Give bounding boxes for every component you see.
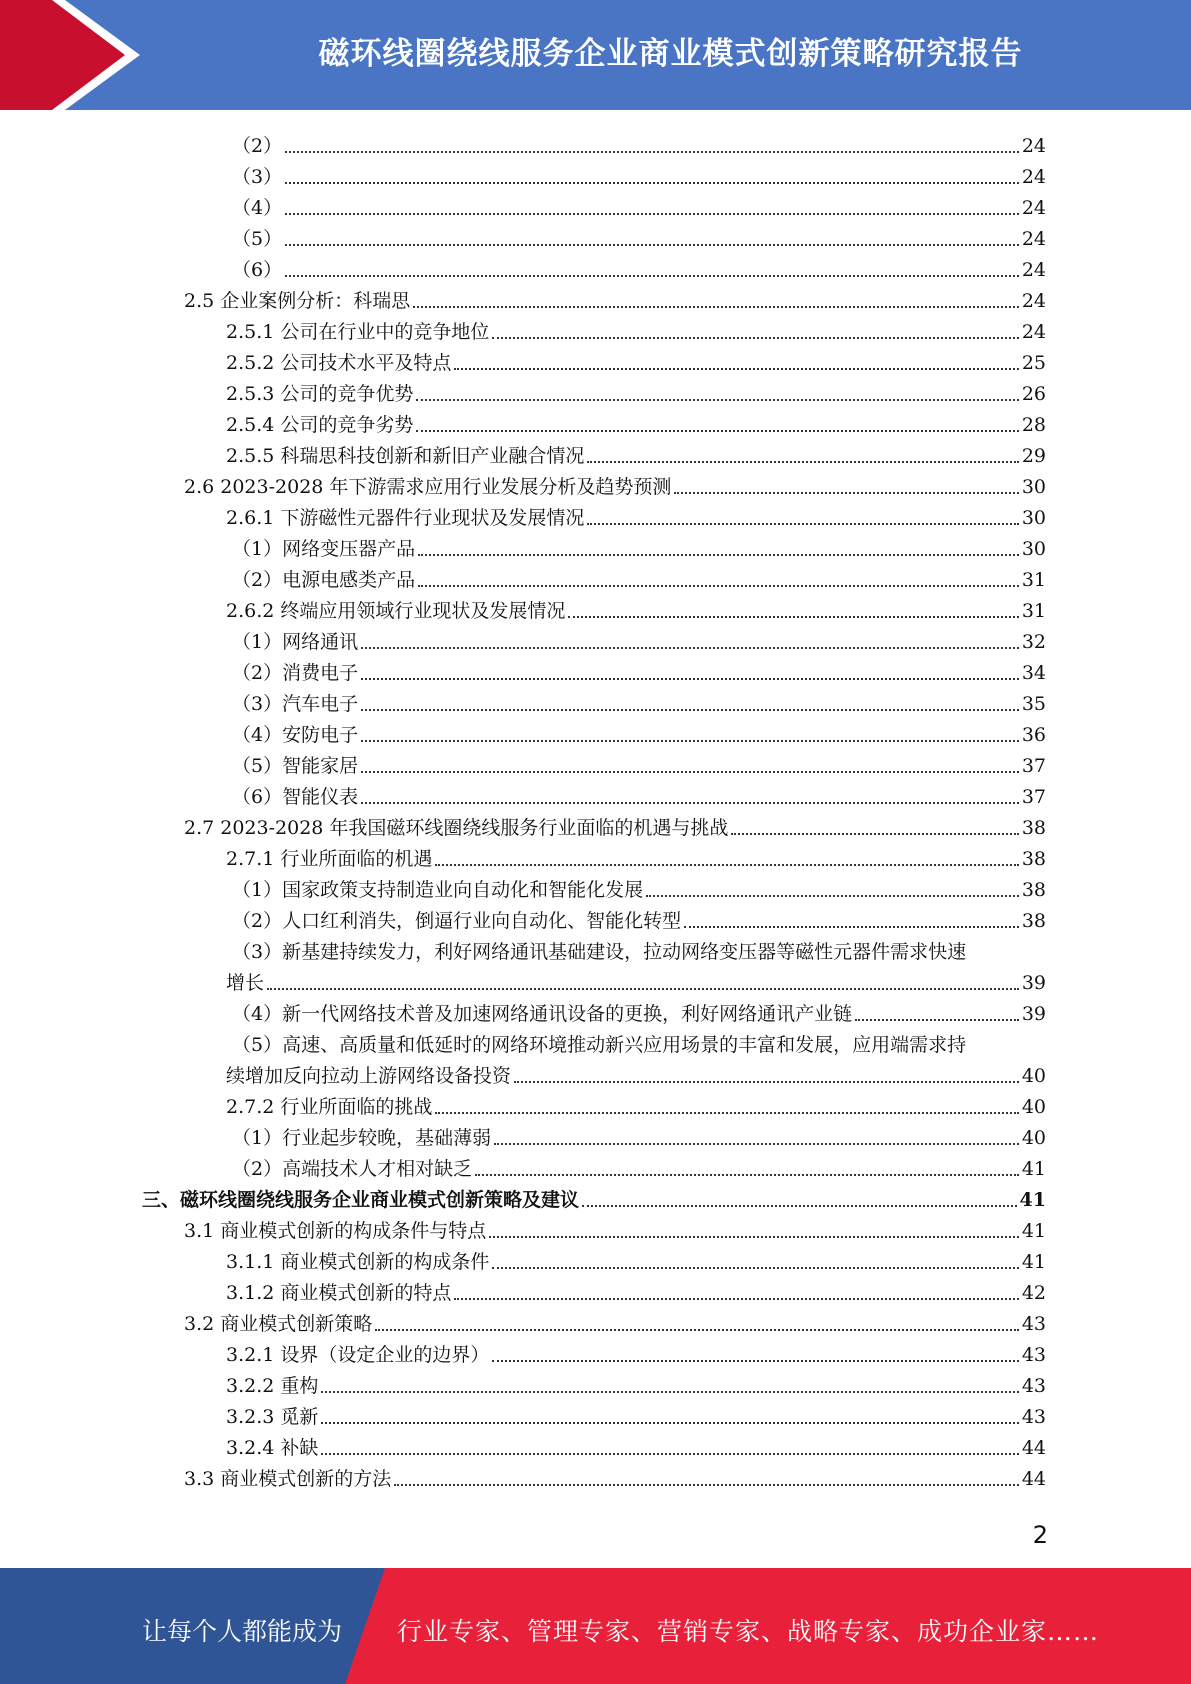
toc-entry-text: （3）新基建持续发力，利好网络通讯基础建设，拉动网络变压器等磁性元器件需求快速	[232, 941, 967, 963]
toc-leader	[568, 616, 1018, 618]
toc-entry-text: （5）智能家居	[232, 755, 359, 777]
toc-leader	[285, 244, 1019, 246]
toc-leader	[416, 399, 1018, 401]
toc-entry[interactable]	[226, 1243, 1046, 1274]
toc-leader	[361, 771, 1019, 773]
toc-entry-text: 3.2.4 补缺	[226, 1437, 319, 1459]
toc-entry[interactable]	[232, 158, 1046, 189]
toc-entry-text: 2.5.1 公司在行业中的竞争地位	[226, 321, 490, 343]
toc-leader	[855, 1019, 1019, 1021]
toc-entry-text: 3.2 商业模式创新策略	[184, 1313, 373, 1335]
toc-leader	[321, 1453, 1018, 1455]
toc-leader	[416, 430, 1018, 432]
toc-entry-page: 24	[1021, 290, 1046, 312]
toc-entry[interactable]	[226, 437, 1046, 468]
toc-entry[interactable]	[232, 778, 1046, 809]
toc-entry-page: 41	[1021, 1251, 1046, 1273]
toc-leader	[413, 306, 1019, 308]
toc-entry-text: 2.5.3 公司的竞争优势	[226, 383, 414, 405]
report-title: 磁环线圈绕线服务企业商业模式创新策略研究报告	[318, 36, 1023, 72]
toc-entry-text: （1）国家政策支持制造业向自动化和智能化发展	[232, 879, 644, 901]
toc-entry-page: 43	[1021, 1375, 1046, 1397]
page-header	[0, 0, 1191, 110]
toc-leader	[394, 1484, 1019, 1486]
toc-entry[interactable]	[226, 1336, 1046, 1367]
toc-leader	[361, 740, 1019, 742]
toc-leader	[587, 461, 1018, 463]
footer-slogan-left: 让每个人都能成为	[142, 1617, 343, 1646]
toc-entry-text: （2）	[232, 135, 283, 157]
toc-entry-text: （1）网络通讯	[232, 631, 359, 653]
toc-entry-continuation[interactable]	[226, 964, 1046, 995]
toc-entry-text: （4）新一代网络技术普及加速网络通讯设备的更换，利好网络通讯产业链	[232, 1003, 853, 1025]
toc-entry-text: （2）电源电感类产品	[232, 569, 416, 591]
toc-leader	[361, 802, 1019, 804]
toc-entry-text: 3.2.2 重构	[226, 1375, 319, 1397]
toc-entry[interactable]	[232, 623, 1046, 654]
toc-leader	[674, 492, 1018, 494]
toc-entry[interactable]	[184, 282, 1046, 313]
toc-entry[interactable]	[232, 189, 1046, 220]
toc-entry[interactable]	[232, 902, 1046, 933]
toc-entry-text: （1）网络变压器产品	[232, 538, 416, 560]
toc-entry-text: （2）高端技术人才相对缺乏	[232, 1158, 473, 1180]
toc-entry[interactable]	[232, 1119, 1046, 1150]
toc-entry[interactable]	[226, 1429, 1046, 1460]
page-footer	[0, 1568, 1191, 1684]
footer-slogan-right: 行业专家、管理专家、营销专家、战略专家、成功企业家……	[397, 1617, 1100, 1646]
toc-entry-page: 39	[1021, 972, 1046, 994]
toc-leader	[475, 1174, 1019, 1176]
toc-entry-text: 2.5.4 公司的竞争劣势	[226, 414, 414, 436]
toc-entry[interactable]	[184, 1212, 1046, 1243]
toc-entry[interactable]	[226, 1274, 1046, 1305]
toc-leader	[361, 647, 1019, 649]
toc-entry-page: 37	[1021, 786, 1046, 808]
toc-entry-page: 24	[1021, 135, 1046, 157]
toc-entry[interactable]	[226, 1088, 1046, 1119]
toc-entry-text: （1）行业起步较晚，基础薄弱	[232, 1127, 492, 1149]
toc-entry[interactable]	[232, 871, 1046, 902]
toc-chapter-entry[interactable]	[142, 1181, 1046, 1212]
toc-entry[interactable]	[226, 1367, 1046, 1398]
toc-entry-page: 29	[1021, 445, 1046, 467]
toc-leader	[285, 213, 1019, 215]
toc-leader	[646, 895, 1019, 897]
toc-entry-page: 41	[1021, 1220, 1046, 1242]
toc-entry-page: 40	[1021, 1065, 1046, 1087]
toc-entry-page: 37	[1021, 755, 1046, 777]
toc-entry-text: （5）	[232, 228, 283, 250]
toc-entry-page: 35	[1021, 693, 1046, 715]
toc-entry-text: （4）	[232, 197, 283, 219]
toc-entry[interactable]	[226, 313, 1046, 344]
toc-entry-page: 38	[1021, 848, 1046, 870]
toc-entry-page: 24	[1021, 228, 1046, 250]
toc-entry-text: 3.1 商业模式创新的构成条件与特点	[184, 1220, 487, 1242]
toc-entry-page: 28	[1021, 414, 1046, 436]
toc-entry-page: 30	[1021, 476, 1046, 498]
toc-entry-page: 38	[1021, 817, 1046, 839]
toc-leader	[684, 926, 1019, 928]
toc-entry-text: 增长	[226, 972, 265, 994]
toc-entry[interactable]	[232, 1150, 1046, 1181]
toc-entry[interactable]	[232, 220, 1046, 251]
toc-leader	[321, 1422, 1018, 1424]
toc-entry-page: 31	[1021, 569, 1046, 591]
toc-entry-text: （2）人口红利消失，倒逼行业向自动化、智能化转型	[232, 910, 682, 932]
toc-leader	[418, 554, 1019, 556]
toc-entry-page: 44	[1021, 1437, 1046, 1459]
toc-entry[interactable]	[232, 747, 1046, 778]
toc-leader	[454, 368, 1018, 370]
toc-entry[interactable]	[184, 1460, 1046, 1491]
toc-leader	[731, 833, 1018, 835]
toc-entry-text: 3.3 商业模式创新的方法	[184, 1468, 392, 1490]
toc-entry-text: 3.2.3 觅新	[226, 1406, 319, 1428]
toc-entry[interactable]	[226, 592, 1046, 623]
toc-leader	[435, 864, 1018, 866]
toc-entry-text: 2.5 企业案例分析：科瑞思	[184, 290, 411, 312]
toc-entry-page: 40	[1021, 1127, 1046, 1149]
toc-leader	[418, 585, 1019, 587]
toc-entry[interactable]	[184, 468, 1046, 499]
toc-entry[interactable]	[226, 840, 1046, 871]
toc-entry[interactable]	[232, 561, 1046, 592]
toc-leader	[285, 182, 1019, 184]
toc-entry-page: 43	[1021, 1313, 1046, 1335]
toc-entry-text: 续增加反向拉动上游网络设备投资	[226, 1065, 512, 1087]
toc-entry-text: 2.5.2 公司技术水平及特点	[226, 352, 452, 374]
toc-entry-page: 43	[1021, 1344, 1046, 1366]
toc-leader	[321, 1391, 1018, 1393]
toc-entry-text: （3）汽车电子	[232, 693, 359, 715]
toc-entry-text: （4）安防电子	[232, 724, 359, 746]
header-chevron-icon	[0, 0, 160, 110]
toc-leader	[285, 275, 1019, 277]
toc-entry-text: 2.5.5 科瑞思科技创新和新旧产业融合情况	[226, 445, 585, 467]
toc-entry-text: 2.6.1 下游磁性元器件行业现状及发展情况	[226, 507, 585, 529]
page-number: 2	[1032, 1521, 1048, 1549]
toc-entry[interactable]	[184, 809, 1046, 840]
toc-entry-page: 44	[1021, 1468, 1046, 1490]
toc-leader	[285, 151, 1019, 153]
toc-entry[interactable]	[232, 530, 1046, 561]
toc-leader	[361, 678, 1019, 680]
toc-entry-page: 32	[1021, 631, 1046, 653]
toc-entry[interactable]	[226, 499, 1046, 530]
toc-leader	[435, 1112, 1018, 1114]
toc-leader	[492, 1267, 1018, 1269]
toc-entry[interactable]	[226, 344, 1046, 375]
toc-entry-text: （5）高速、高质量和低延时的网络环境推动新兴应用场景的丰富和发展，应用端需求持	[232, 1034, 967, 1056]
toc-leader	[375, 1329, 1019, 1331]
toc-entry-text: 3.1.2 商业模式创新的特点	[226, 1282, 452, 1304]
toc-entry[interactable]	[232, 127, 1046, 158]
toc-leader	[454, 1298, 1018, 1300]
toc-entry-text: 2.6.2 终端应用领域行业现状及发展情况	[226, 600, 566, 622]
toc-entry[interactable]	[232, 933, 966, 964]
toc-entry-page: 34	[1021, 662, 1046, 684]
toc-entry-continuation[interactable]	[226, 1057, 1046, 1088]
toc-leader	[587, 523, 1018, 525]
toc-entry-page: 26	[1021, 383, 1046, 405]
toc-entry[interactable]	[226, 1398, 1046, 1429]
toc-entry[interactable]	[232, 1026, 966, 1057]
toc-entry-page: 31	[1021, 600, 1046, 622]
toc-entry-page: 30	[1021, 538, 1046, 560]
toc-entry[interactable]	[226, 375, 1046, 406]
toc-entry-text: 2.7.1 行业所面临的机遇	[226, 848, 433, 870]
toc-entry-page: 36	[1021, 724, 1046, 746]
toc-entry[interactable]	[184, 1305, 1046, 1336]
toc-entry[interactable]	[226, 406, 1046, 437]
toc-entry-text: 3.1.1 商业模式创新的构成条件	[226, 1251, 490, 1273]
toc-entry-text: 三、磁环线圈绕线服务企业商业模式创新策略及建议	[142, 1189, 580, 1211]
toc-entry-text: 2.7.2 行业所面临的挑战	[226, 1096, 433, 1118]
toc-entry-page: 41	[1019, 1189, 1046, 1211]
toc-entry-page: 40	[1021, 1096, 1046, 1118]
toc-entry[interactable]	[232, 716, 1046, 747]
toc-leader	[361, 709, 1019, 711]
toc-entry-page: 24	[1021, 321, 1046, 343]
toc-entry-page: 43	[1021, 1406, 1046, 1428]
toc-entry[interactable]	[232, 654, 1046, 685]
toc-entry[interactable]	[232, 995, 1046, 1026]
toc-entry-text: （3）	[232, 166, 283, 188]
toc-entry-text: （6）	[232, 259, 283, 281]
toc-entry-text: 3.2.1 设界（设定企业的边界）	[226, 1344, 490, 1366]
toc-entry-text: （2）消费电子	[232, 662, 359, 684]
toc-entry-page: 30	[1021, 507, 1046, 529]
toc-entry[interactable]	[232, 251, 1046, 282]
toc-entry-text: 2.7 2023-2028 年我国磁环线圈绕线服务行业面临的机遇与挑战	[184, 817, 729, 839]
toc-entry-text: 2.6 2023-2028 年下游需求应用行业发展分析及趋势预测	[184, 476, 672, 498]
toc-entry-page: 24	[1021, 259, 1046, 281]
toc-entry-page: 41	[1021, 1158, 1046, 1180]
toc-entry-page: 39	[1021, 1003, 1046, 1025]
toc-leader	[492, 337, 1018, 339]
toc-entry-page: 24	[1021, 166, 1046, 188]
toc-entry-page: 38	[1021, 879, 1046, 901]
toc-leader	[514, 1081, 1019, 1083]
toc-leader	[267, 988, 1019, 990]
toc-entry-page: 38	[1021, 910, 1046, 932]
toc-entry-page: 24	[1021, 197, 1046, 219]
toc-leader	[489, 1236, 1019, 1238]
toc-leader	[582, 1205, 1017, 1207]
toc-entry[interactable]	[232, 685, 1046, 716]
toc-entry-page: 42	[1021, 1282, 1046, 1304]
toc-leader	[492, 1360, 1018, 1362]
toc-entry-text: （6）智能仪表	[232, 786, 359, 808]
toc-entry-page: 25	[1021, 352, 1046, 374]
toc-leader	[494, 1143, 1019, 1145]
